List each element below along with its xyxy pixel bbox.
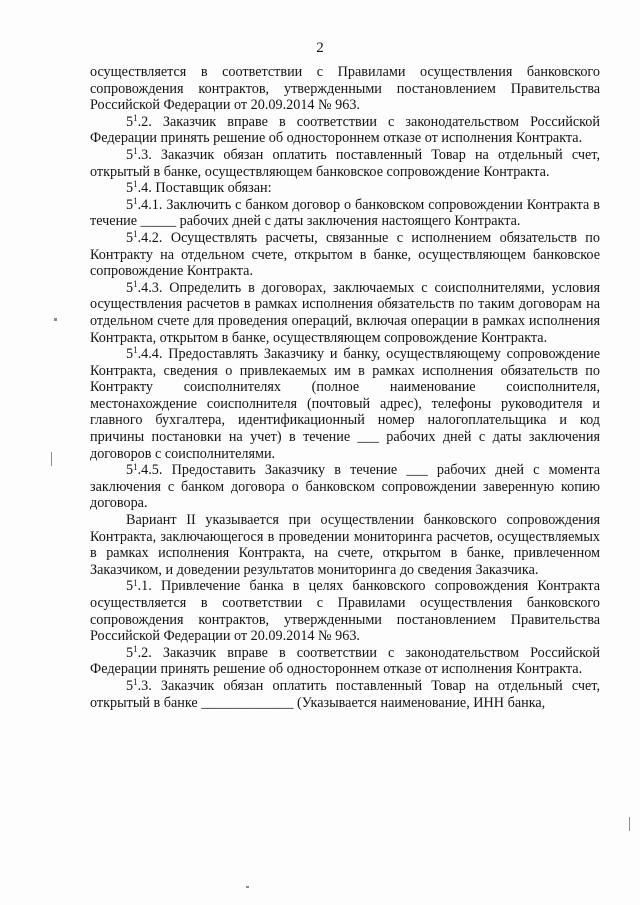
superscript: 1 bbox=[133, 644, 138, 655]
superscript: 1 bbox=[133, 461, 138, 472]
paragraph-text: .4.3. Определить в договорах, заключаемых с соисполнителями, условия осуществления расчетов в рамках исполнения обязательств по таким договорам на отдельном счете для проведения операций, включая операции в рамках исполнения Контракта, открытом в банке, осуществляющем сопровождение Контракта. bbox=[90, 279, 600, 346]
paragraph-number: 5 bbox=[126, 146, 134, 163]
paragraph-number: 5 bbox=[126, 578, 134, 595]
scan-mark bbox=[246, 886, 249, 888]
document-body bbox=[90, 64, 600, 711]
paragraph-text: .3. Заказчик обязан оплатить поставленный Товар на отдельный счет, открытый в банке, осуществляющем банковское сопровождение Контракта. bbox=[90, 146, 600, 180]
paragraph-number: 5 bbox=[126, 229, 134, 246]
paragraph bbox=[90, 180, 600, 197]
paragraph bbox=[90, 64, 600, 114]
superscript: 1 bbox=[133, 229, 138, 240]
paragraph bbox=[90, 678, 600, 711]
scan-mark bbox=[51, 452, 52, 466]
superscript: 1 bbox=[133, 677, 138, 688]
paragraph bbox=[90, 230, 600, 280]
paragraph-text: .4.2. Осуществлять расчеты, связанные с исполнением обязательств по Контракту на отдельном счете, открытом в банке, осуществляющем банковское сопровождение Контракта. bbox=[90, 229, 600, 280]
paragraph bbox=[90, 578, 600, 644]
paragraph-text: .2. Заказчик вправе в соответствии с законодательством Российской Федерации принять решение об одностороннем отказе от исполнения Контракта. bbox=[90, 113, 600, 147]
scan-mark bbox=[629, 817, 630, 831]
paragraph-text: .4.4. Предоставлять Заказчику и банку, осуществляющему сопровождение Контракта, сведения о привлекаемых им в рамках исполнения обязательств по Контракту соисполнителях (полное наименование соисполнителя, местонахождение соисполнителя (почтовый адрес), телефоны руководителя и главного бухгалтера, идентификационный номер налогоплательщика и код причины постановки на учет) в течение ___ рабочих дней с даты заключения договоров с соисполнителями. bbox=[90, 346, 600, 462]
superscript: 1 bbox=[133, 577, 138, 588]
superscript: 1 bbox=[133, 146, 138, 157]
paragraph bbox=[90, 280, 600, 346]
scan-mark bbox=[54, 318, 57, 321]
paragraph-text: .4. Поставщик обязан: bbox=[137, 180, 272, 197]
paragraph-text: .4.1. Заключить с банком договор о банковском сопровождении Контракта в течение _____ рабочих дней с даты заключения настоящего Контракта. bbox=[90, 196, 600, 230]
paragraph-text: Вариант II указывается при осуществлении банковского сопровождения Контракта, заключающегося в проведении мониторинга расчетов, осуществляемых в рамках исполнения Контракта, на счете, открытом в банке, привлеченном Заказчиком, и доведении результатов мониторинга до сведения Заказчика. bbox=[90, 512, 600, 578]
paragraph-text: .4.5. Предоставить Заказчику в течение ___ рабочих дней с момента заключения с банком договора о банковском сопровождении заверенную копию договора. bbox=[90, 462, 600, 512]
paragraph bbox=[90, 462, 600, 512]
paragraph bbox=[90, 147, 600, 180]
superscript: 1 bbox=[133, 345, 138, 356]
paragraph-number: 5 bbox=[126, 644, 134, 661]
paragraph-number: 5 bbox=[126, 113, 134, 130]
paragraph-number: 5 bbox=[126, 462, 134, 479]
paragraph-text: осуществляется в соответствии с Правилами осуществления банковского сопровождения контрактов, утвержденными постановлением Правительства Российской Федерации от 20.09.2014 № 963. bbox=[90, 64, 600, 114]
superscript: 1 bbox=[133, 278, 138, 289]
paragraph-text: .2. Заказчик вправе в соответствии с законодательством Российской Федерации принять решение об одностороннем отказе от исполнения Контракта. bbox=[90, 644, 600, 678]
paragraph bbox=[90, 114, 600, 147]
paragraph-number: 5 bbox=[126, 180, 134, 197]
paragraph bbox=[90, 512, 600, 578]
paragraph-number: 5 bbox=[126, 677, 134, 694]
superscript: 1 bbox=[133, 179, 138, 190]
paragraph-number: 5 bbox=[126, 279, 134, 296]
paragraph bbox=[90, 346, 600, 462]
superscript: 1 bbox=[133, 113, 138, 124]
paragraph-number: 5 bbox=[126, 346, 134, 363]
paragraph bbox=[90, 645, 600, 678]
paragraph-number: 5 bbox=[126, 196, 134, 213]
page-number: 2 bbox=[316, 40, 324, 56]
paragraph-text: .3. Заказчик обязан оплатить поставленный Товар на отдельный счет, открытый в банке _____________ (Указывается наименование, ИНН банка, bbox=[90, 677, 600, 711]
paragraph-text: .1. Привлечение банка в целях банковского сопровождения Контракта осуществляется в соответствии с Правилами осуществления банковского сопровождения контрактов, утвержденными постановлением Правительства Российской Федерации от 20.09.2014 № 963. bbox=[90, 578, 600, 645]
superscript: 1 bbox=[133, 196, 138, 207]
paragraph bbox=[90, 197, 600, 230]
